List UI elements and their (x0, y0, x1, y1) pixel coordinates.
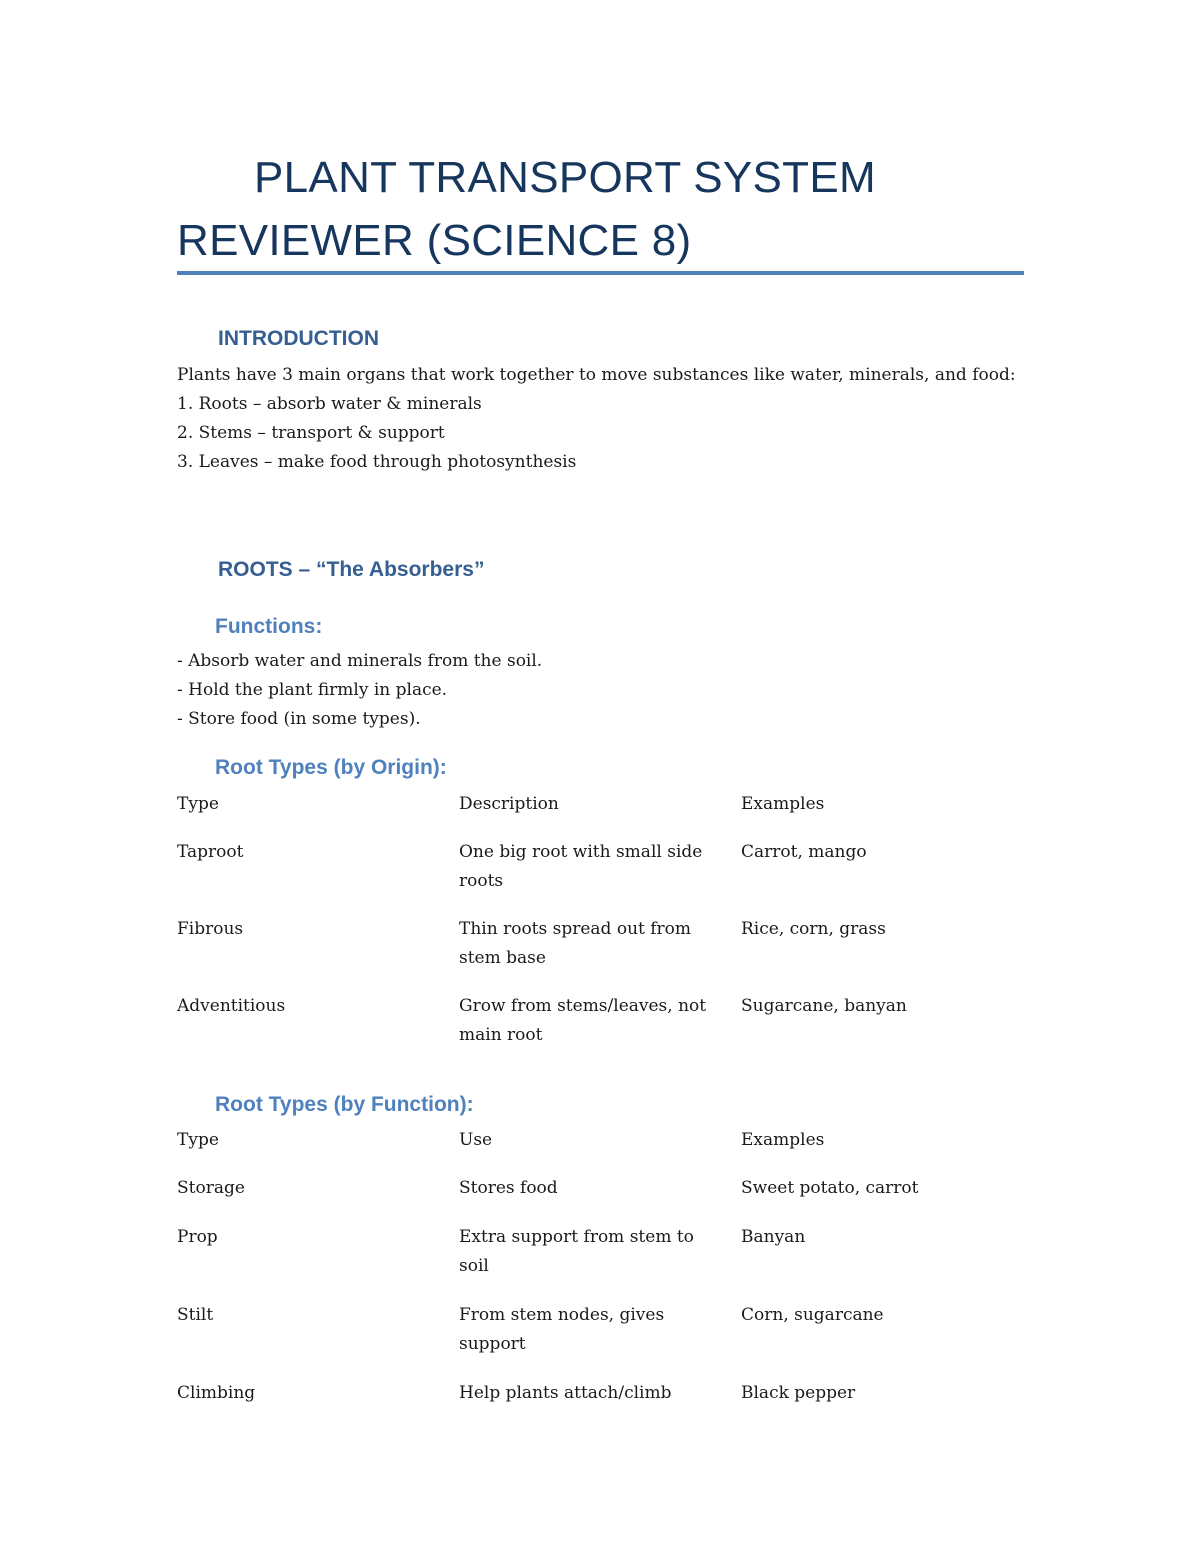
table-header-cell: Use (459, 1130, 493, 1150)
introduction-body (177, 361, 1024, 477)
table-row (177, 838, 1024, 915)
table-row (177, 1174, 1024, 1223)
table-cell: Carrot, mango (741, 842, 867, 862)
table-cell: One big root with small side roots (459, 842, 703, 891)
table-header-row (177, 1126, 1024, 1174)
table-cell: Banyan (741, 1227, 806, 1247)
intro-list-item: 2. Stems – transport & support (177, 423, 445, 443)
document-title (177, 146, 1024, 272)
table-cell: Fibrous (177, 919, 244, 939)
intro-line: Plants have 3 main organs that work together to move substances like water, minerals, and food: (177, 365, 1016, 385)
table-header-cell: Examples (741, 1130, 825, 1150)
table-cell: Storage (177, 1178, 245, 1198)
table-cell: Taproot (177, 842, 244, 862)
title-divider (177, 271, 1024, 275)
root-types-origin-heading: Root Types (by Origin): (215, 756, 447, 779)
table-cell: Sugarcane, banyan (741, 996, 907, 1016)
table-cell: Prop (177, 1227, 218, 1247)
function-item: - Absorb water and minerals from the soil. (177, 651, 543, 671)
table-cell: Stores food (459, 1178, 558, 1198)
table-header-cell: Description (459, 794, 559, 814)
table-cell: Sweet potato, carrot (741, 1178, 919, 1198)
functions-heading: Functions: (215, 615, 323, 638)
table-header-row (177, 790, 1024, 838)
table-row (177, 1379, 1024, 1427)
table-cell: Thin roots spread out from stem base (459, 919, 692, 968)
table-row (177, 992, 1024, 1069)
title-line-1: PLANT TRANSPORT SYSTEM (254, 153, 876, 202)
roots-heading: ROOTS – “The Absorbers” (218, 558, 485, 581)
root-types-function-heading: Root Types (by Function): (215, 1093, 474, 1116)
table-row (177, 915, 1024, 992)
function-item: - Hold the plant firmly in place. (177, 680, 448, 700)
table-row (177, 1301, 1024, 1379)
table-cell: Climbing (177, 1383, 256, 1403)
table-cell: Help plants attach/climb (459, 1383, 672, 1403)
table-row (177, 1223, 1024, 1301)
table-cell: Adventitious (177, 996, 286, 1016)
table-cell: Grow from stems/leaves, not main root (459, 996, 707, 1045)
title-line-2: REVIEWER (SCIENCE 8) (177, 216, 692, 265)
table-cell: Extra support from stem to soil (459, 1227, 694, 1276)
table-header-cell: Examples (741, 794, 825, 814)
function-item: - Store food (in some types). (177, 709, 421, 729)
intro-list-item: 3. Leaves – make food through photosynthesis (177, 452, 577, 472)
table-header-cell: Type (177, 1130, 219, 1150)
table-cell: From stem nodes, gives support (459, 1305, 665, 1354)
root-types-origin-table (177, 790, 1024, 1069)
table-cell: Stilt (177, 1305, 214, 1325)
table-header-cell: Type (177, 794, 219, 814)
functions-list (177, 647, 1024, 734)
introduction-heading: INTRODUCTION (218, 327, 379, 350)
table-cell: Rice, corn, grass (741, 919, 886, 939)
table-cell: Black pepper (741, 1383, 856, 1403)
intro-list-item: 1. Roots – absorb water & minerals (177, 394, 482, 414)
table-cell: Corn, sugarcane (741, 1305, 884, 1325)
root-types-function-table (177, 1126, 1024, 1427)
